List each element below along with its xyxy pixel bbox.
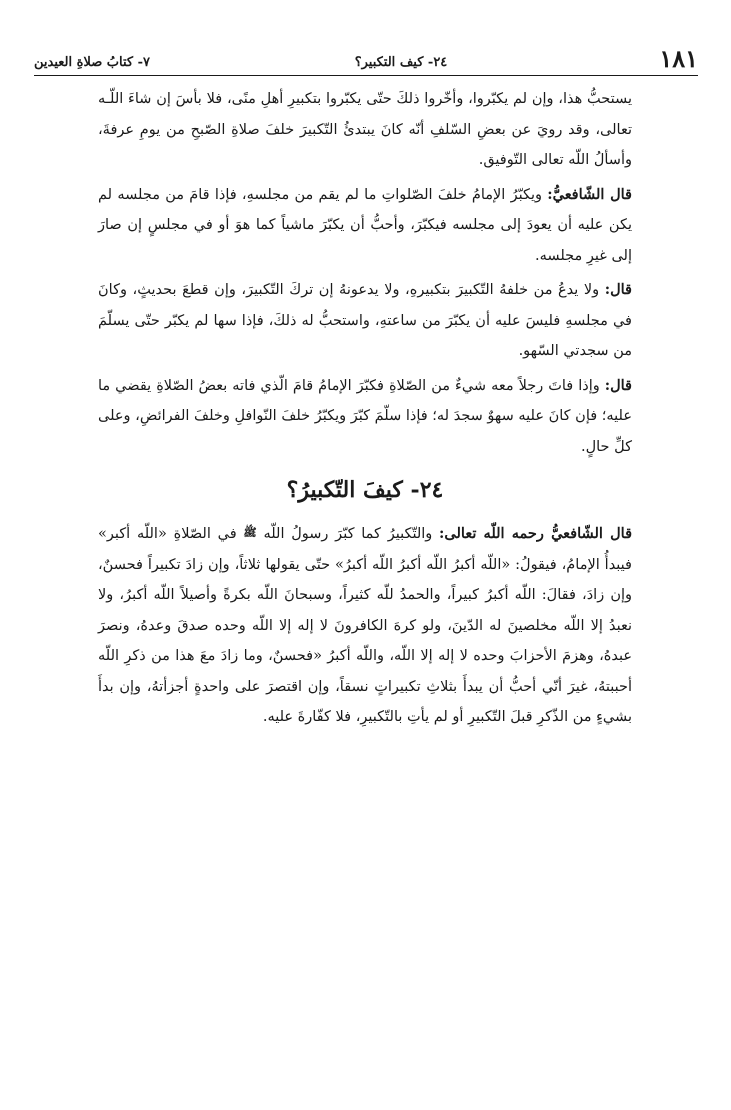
running-chapter-title: ٧- كتابُ صلاةِ العيدين (34, 55, 150, 70)
paragraph-4-text: وإذا فاتَ رجلاً معه شيءٌ من الصّلاةِ فكبّرَ الإمامُ قامَ الّذي فاته بعضُ الصّلاةِ يقضي ما عليه؛ فإن كانَ عليه سهوٌ سجدَ له؛ فإذا سلّمَ كبّرَ ويكبّرُ خلفَ النّوافلِ وخلفَ الفرائضِ، وعلى كلِّ حالٍ. (98, 377, 632, 455)
section-heading: ٢٤- كيفَ التّكبيرُ؟ (286, 477, 444, 503)
running-header (34, 46, 698, 76)
paragraph-5-text-b: في الصّلاةِ «اللّه أكبر» فيبدأُ الإمامُ، فيقولُ: «اللّه أكبرُ اللّه أكبرُ اللّه أكبرُ» حتّى يقولها ثلاثاً، وإن زادَ تكبيراً فحسنٌ، وإن زادَ، فقالَ: اللّه أكبرُ كبيراً، والحمدُ للّه كثيراً، وسبحانَ اللّه بكرةً وأصيلاً اللّه أكبرُ، ولا نعبدُ إلا اللّه مخلصينَ له الدّينَ، ولو كرهَ الكافرونَ لا إله إلا اللّه وحده صدقَ وعدهُ، ونصرَ عبدهُ، وهزمَ الأحزابَ وحده لا إله إلا اللّه، واللّه أكبرُ «فحسنٌ، وما زادَ معَ هذا من ذكرِ اللّه أحببتهُ، غيرَ أنّي أحبُّ أن يبدأَ بثلاثِ تكبيراتٍ نسقاً، وإن اقتصرَ على واحدةٍ أجزأتهُ، وإن بدأَ بشيءٍ من الذّكرِ قبلَ التّكبيرِ أو لم يأتِ بالتّكبيرِ، فلا كفّارةَ عليه. (98, 526, 632, 725)
paragraph-3 (98, 275, 632, 367)
paragraph-2-text: ويكبّرُ الإمامُ خلفَ الصّلواتِ ما لم يقم من مجلسهِ، فإذا قامَ من مجلسه لم يكن عليه أن يعودَ إلى مجلسه فيكبّرَ، وأحبُّ أن يكبّرَ ماشياً كما هوَ أو في مجلسٍ إن صارَ إلى غيرِ مجلسه. (98, 186, 632, 264)
paragraph-4-speaker: قال: (604, 376, 632, 394)
paragraph-2 (98, 180, 632, 272)
page-body (98, 84, 632, 733)
paragraph-5 (98, 518, 632, 733)
paragraph-3-text: ولا يدعُ من خلفهُ التّكبيرَ بتكبيرهِ، ولا يدعونهُ إن تركَ التّكبيرَ، وإن قطعَ بحديثٍ، وكانَ في مجلسهِ فليسَ عليه أن يكبّرَ من ساعتهِ، واستحبُّ له ذلكَ، فإذا سها لم يكبّر حتّى يسلّمَ من سجدتي السّهو. (98, 282, 632, 359)
running-section-title: ٢٤- كيف التكبير؟ (354, 55, 448, 70)
paragraph-4 (98, 371, 632, 463)
paragraph-3-speaker: قال: (604, 281, 632, 298)
paragraph-1-text: يستحبُّ هذا، وإن لم يكبّروا، وأخّروا ذلكَ حتّى يكبّروا بتكبيرِ أهلِ منًى، فلا بأسَ إن شاءَ اللّـه تعالى، وقد رويَ عن بعضِ السّلفِ أنّه كانَ يبتدئُ التّكبيرَ خلفَ صلاةِ الصّبحِ من يومِ عرفةَ، وأسألُ اللّه تعالى التّوفيق. (98, 91, 632, 168)
paragraph-1 (98, 84, 632, 176)
page-number: ١٨١ (659, 44, 698, 73)
paragraph-5-speaker: قال الشّافعيُّ رحمه اللّه تعالى: (439, 525, 632, 542)
paragraph-2-speaker: قال الشّافعيُّ: (547, 185, 632, 203)
paragraph-5-text-a: والتّكبيرُ كما كبّرَ رسولُ اللّه (256, 526, 440, 542)
salla-glyph: ﷺ (243, 526, 257, 539)
